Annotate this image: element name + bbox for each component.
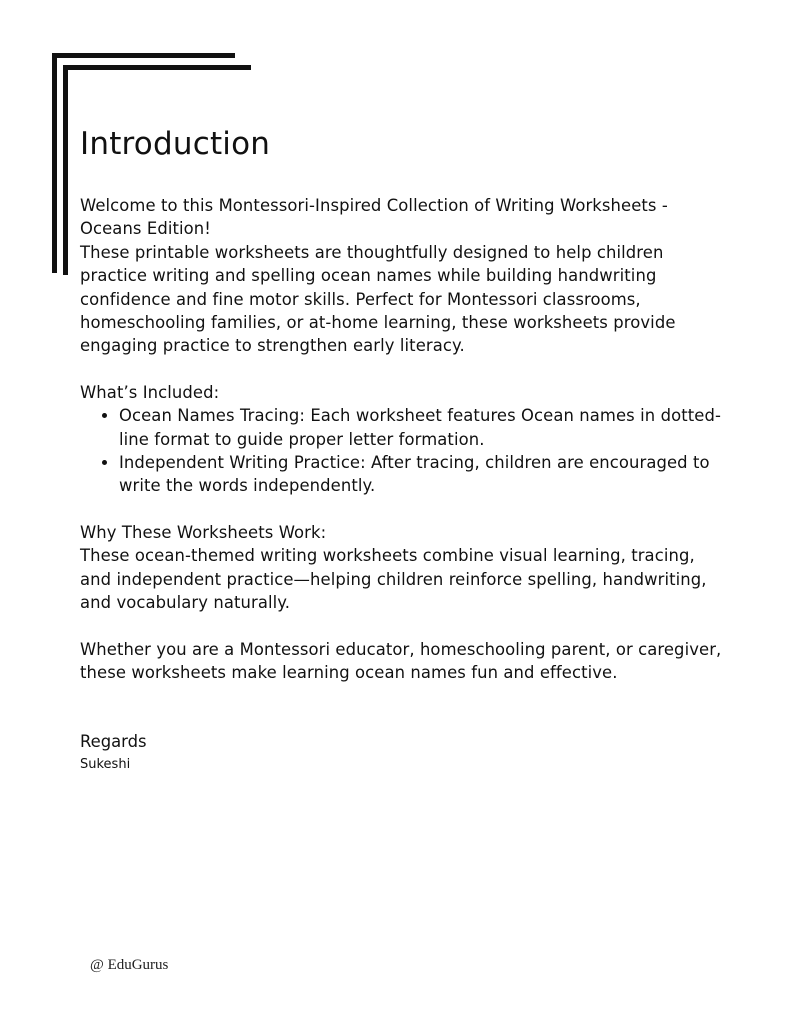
why-heading: Why These Worksheets Work: (80, 522, 327, 542)
spacer (80, 498, 730, 521)
signature-name: Sukeshi (80, 757, 131, 773)
why-paragraph: These ocean-themed writing worksheets combine visual learning, tracing, and independent practice—helping children reinforce spelling, handwriting, and vocabulary naturally. (80, 546, 707, 613)
list-item: • Independent Writing Practice: After tracing, children are encouraged to write the words independently. (119, 451, 730, 498)
spacer (80, 707, 730, 730)
footer-credit: @ EduGurus (90, 957, 169, 973)
corner-frame-outer-top (52, 53, 235, 58)
closing-paragraph: Whether you are a Montessori educator, homeschooling parent, or caregiver, these worksheets make learning ocean names fun and effective. (80, 639, 722, 682)
regards-text: Regards (80, 732, 147, 752)
spacer (80, 358, 730, 381)
corner-frame-inner-top (63, 65, 251, 70)
page-title: Introduction (80, 126, 271, 162)
list-item: • Ocean Names Tracing: Each worksheet features Ocean names in dotted-line format to guide proper letter formation. (119, 404, 730, 451)
spacer (80, 684, 730, 707)
spacer (80, 615, 730, 638)
intro-paragraph: These printable worksheets are thoughtfully designed to help children practice writing and spelling ocean names while building handwriting confidence and fine motor skills. Perfect for Montessori classrooms, homeschooling families, or at-home learning, these worksheets provide engaging practice to strengthen early literacy. (80, 242, 676, 356)
intro-edition-line: Oceans Edition! (80, 219, 211, 239)
corner-frame-inner-left (63, 65, 68, 275)
intro-welcome-line: Welcome to this Montessori-Inspired Collection of Writing Worksheets - (80, 196, 668, 215)
included-heading: What’s Included: (80, 382, 220, 402)
included-list (80, 404, 730, 498)
document-body (80, 120, 730, 775)
corner-frame-outer-left (52, 53, 57, 273)
